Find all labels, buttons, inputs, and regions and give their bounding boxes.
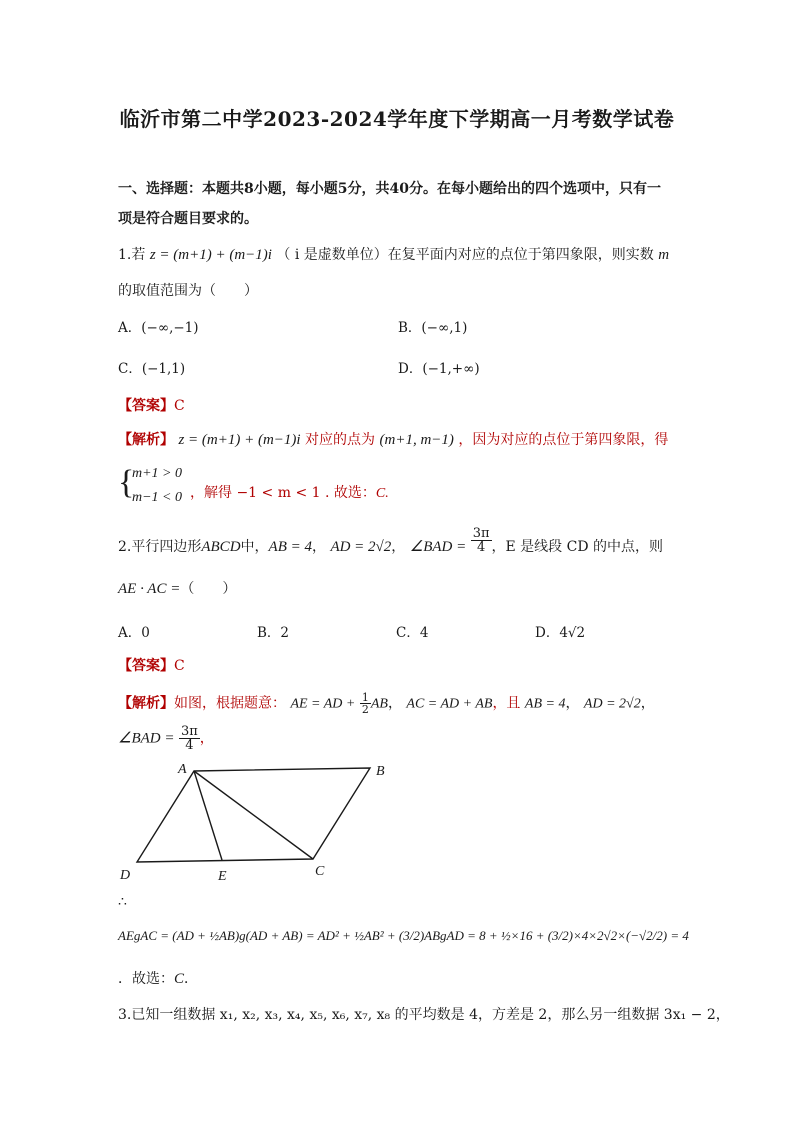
q2-ac-expression: AC = AD + AB	[406, 696, 493, 712]
q1-option-b: B．(−∞,1)	[398, 320, 468, 336]
q2-tail: ，E 是线段 CD 的中点，则	[491, 539, 664, 555]
q2-ad: AD = 2√2	[330, 539, 392, 555]
q2-answer-value: C	[174, 658, 185, 674]
q1-analysis-expression: z = (m+1) + (m−1)i	[178, 432, 301, 448]
q2-ab-value: AB = 4	[524, 696, 566, 712]
q2-angle2-fraction: $\frac{3\pi}{4}$	[180, 724, 198, 753]
q2-ab: AB = 4	[268, 539, 312, 555]
q2-half-fraction: $\frac{1}{2}$	[361, 691, 369, 716]
q1-answer	[118, 395, 185, 415]
q1-analysis	[118, 429, 668, 449]
q1-variable: m	[658, 247, 670, 263]
vertex-label-b: B	[376, 764, 385, 779]
section-heading-line1: 一、选择题：本题共8小题，每小题5分，共40分。在每小题给出的四个选项中，只有一	[118, 181, 661, 197]
q1-analysis-tail: ，因为对应的点位于第四象限，得	[458, 432, 669, 448]
vertex-label-d: D	[120, 868, 131, 883]
q1-analysis-label: 【解析】	[118, 432, 174, 448]
q1-prefix: 1.若	[118, 247, 146, 263]
q2-prefix: 2.平行四边形	[118, 539, 202, 555]
q1-answer-value: C	[174, 398, 185, 414]
diagonal-ac	[194, 771, 313, 859]
system-brace: {	[118, 464, 135, 501]
q2-option-a: A．0	[118, 625, 150, 641]
q1-stem-line2: 的取值范围为（ ）	[118, 283, 258, 299]
therefore-symbol: ∴	[118, 894, 127, 910]
q2-answer	[118, 655, 185, 675]
q2-analysis-label: 【解析】	[118, 695, 174, 712]
q1-stem	[118, 244, 669, 264]
q2-calculation: AEgAC = (AD + ½AB)g(AD + AB) = AD² + ½AB² + (3/2)ABgAD = 8 + ½×16 + (3/2)×4×2√2×(−√2/2) = 4	[118, 928, 689, 943]
q2-ad-value: AD = 2√2	[583, 696, 641, 712]
q2-dot-expression: AE · AC =	[118, 581, 181, 597]
segment-ae	[194, 771, 222, 860]
q2-analysis-intro: 如图，根据题意：	[174, 695, 286, 712]
q1-analysis-point: (m+1, m−1)	[379, 432, 454, 448]
vertex-label-a: A	[178, 762, 187, 777]
vertex-label-c: C	[315, 864, 325, 879]
page-title: 临沂市第二中学2023-2024学年度下学期高一月考数学试卷	[119, 107, 675, 131]
q2-answer-label: 【答案】	[118, 658, 174, 674]
q2-ae-expression: AE = AD +	[290, 696, 356, 712]
q2-angle-fraction: $\frac{3\pi}{4}$	[472, 525, 490, 555]
q2-stem-line2: AE · AC =（ ）	[118, 581, 237, 597]
parallelogram-figure	[110, 758, 410, 888]
section-heading-line2: 项是符合题目要求的。	[118, 211, 258, 227]
q1-analysis-mid: 对应的点为	[305, 432, 376, 448]
q2-option-b: B．2	[257, 625, 290, 641]
q1-text: （ i 是虚数单位）在复平面内对应的点位于第四象限，则实数	[276, 247, 654, 263]
q1-answer-label: 【答案】	[118, 398, 174, 414]
point-label-e: E	[218, 869, 227, 884]
q2-angle: ∠BAD =	[409, 539, 467, 555]
q1-option-a: A．(−∞,−1)	[118, 320, 199, 336]
q2-angle-line: ∠BAD = $\frac{3\pi}{4}$ ，	[118, 724, 214, 753]
q2-option-d: D．4√2	[535, 625, 586, 641]
q1-expression: z = (m+1) + (m−1)i	[149, 247, 272, 263]
q2-option-c: C．4	[396, 625, 429, 641]
q2-shape: ABCD	[201, 539, 241, 555]
system-bottom: m−1 < 0	[132, 490, 183, 505]
q3-stem: 3.已知一组数据 x₁, x₂, x₃, x₄, x₅, x₆, x₇, x₈ 的平均数是 4，方差是 2，那么另一组数据 3x₁ − 2，	[118, 1007, 730, 1023]
q2-conclusion: ．故选：C．	[118, 971, 199, 987]
q2-stem: 2.平行四边形ABCD中，AB = 4， AD = 2√2， ∠BAD = $\frac{3\pi}{4}$ ，E 是线段 CD 的中点，则	[118, 525, 664, 555]
system-top: m+1 > 0	[132, 466, 183, 481]
q2-analysis: 【解析】如图，根据题意： AE = AD + $\frac{1}{2}$ AB， AC = AD + AB，且 AB = 4， AD = 2√2，	[118, 691, 655, 716]
q1-option-c: C．(−1,1)	[118, 361, 186, 377]
q1-option-d: D．(−1,+∞)	[398, 361, 480, 377]
q1-solve: ，解得 −1 < m < 1 . 故选：C.	[190, 485, 389, 501]
